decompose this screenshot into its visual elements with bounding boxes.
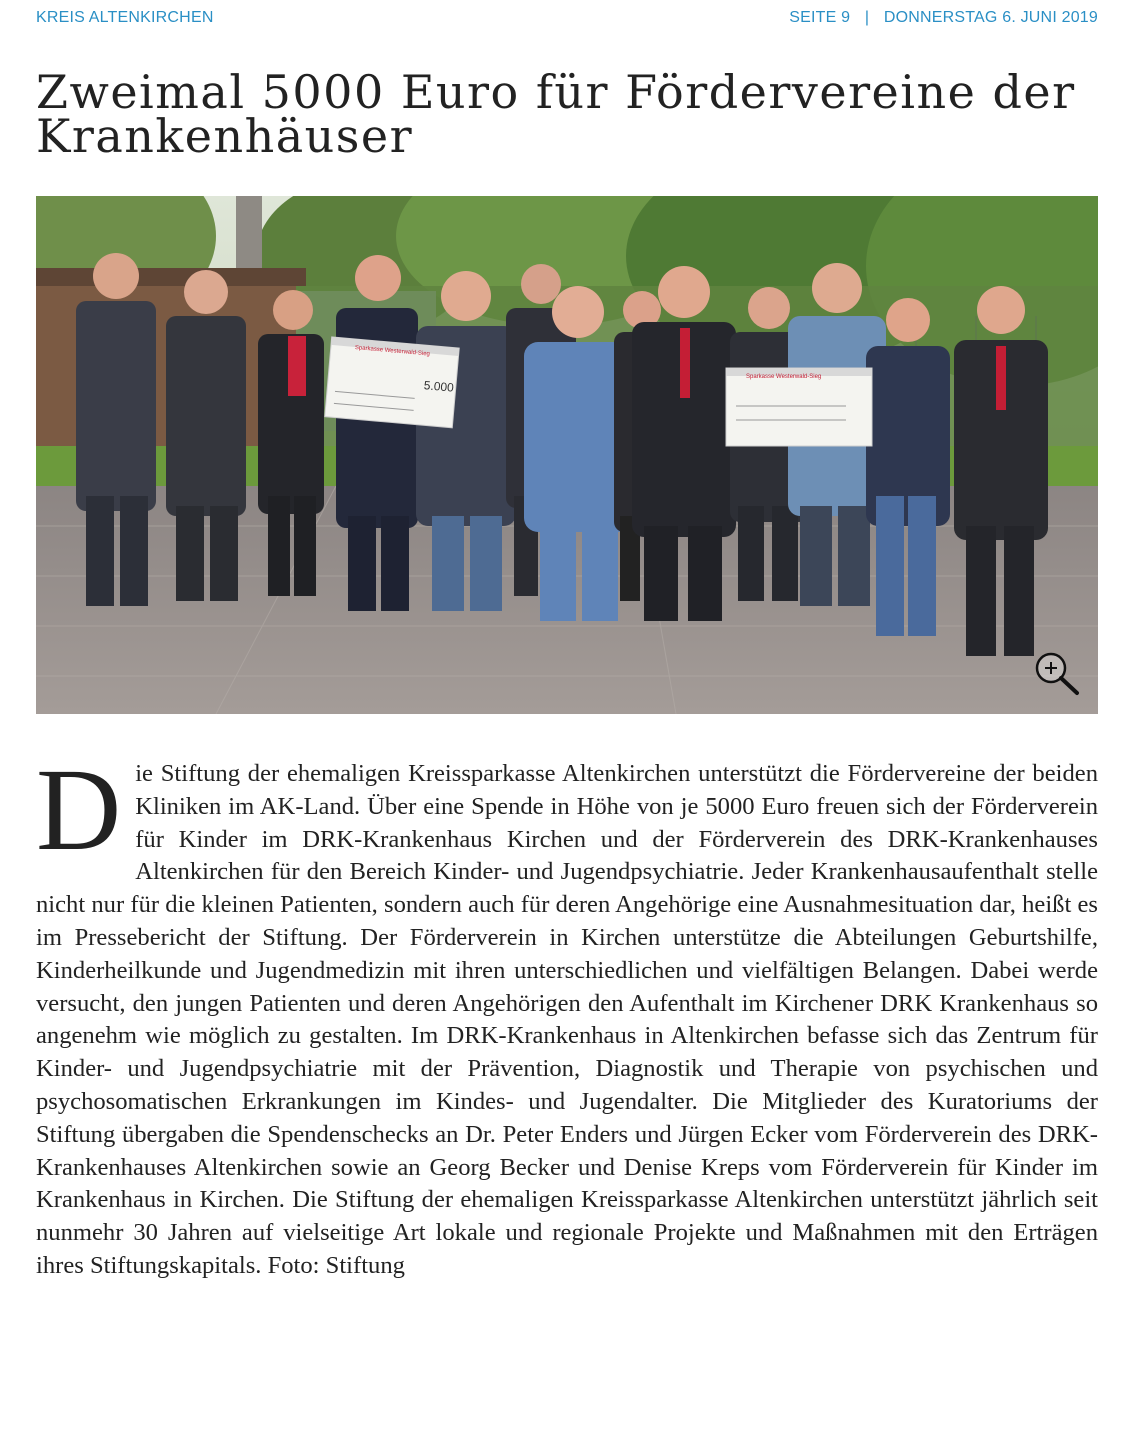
page-info [789,9,1098,27]
zoom-button[interactable] [1032,650,1082,696]
header-separator: | [864,9,870,26]
group-photo-illustration [36,196,1098,714]
page-number: SEITE 9 [789,9,851,26]
check-right [726,368,872,446]
publication-date: DONNERSTAG 6. JUNI 2019 [883,9,1098,26]
section-label[interactable]: KREIS ALTENKIRCHEN [36,9,214,26]
drop-cap: D [36,744,122,875]
check-right-bank: Sparkasse Westerwald-Sieg [746,374,822,380]
check-left-bank: Sparkasse Westerwald-Sieg [354,344,431,358]
article-photo[interactable] [36,196,1098,714]
article-headline: Zweimal 5000 Euro für Fördervereine der Krankenhäuser [36,65,1076,163]
page-header [36,9,1098,33]
zoom-in-icon [1032,650,1082,696]
check-left [325,337,459,428]
article-body-text: ie Stiftung der ehemaligen Kreissparkasse Altenkirchen unterstützt die Fördervereine der beiden Kliniken im AK-Land. Über eine Spende in Höhe von je 5000 Euro freuen sich der Förderverein für Kinder im DRK-Krankenhaus Kirchen und der Förderverein des DRK-Krankenhauses Altenkirchen für den Bereich Kinder- und Jugendpsychiatrie. Jeder Krankenhausaufenthalt stelle nicht nur für die kleinen Patienten, sondern auch für deren Angehörige eine Ausnahmesituation dar, heißt es im Pressebericht der Stiftung. Der Förderverein in Kirchen unterstütze die Abteilungen Geburtshilfe, Kinderheilkunde und Jugendmedizin mit ihren unterschiedlichen und vielfältigen Belangen. Dabei werde versucht, den jungen Patienten und deren Angehörigen den Aufenthalt im Kirchener DRK Krankenhaus so angenehm wie möglich zu gestalten. Im DRK-Krankenhaus in Altenkirchen befasse sich das Zentrum für Kinder- und Jugendpsychiatrie mit der Prävention, Diagnostik und Therapie von psychischen und psychosomatischen Erkrankungen im Kindes- und Jugendalter. Die Mitglieder des Kuratoriums der Stiftung übergaben die Spendenschecks an Dr. Peter Enders und Jürgen Ecker vom Förderverein des DRK-Krankenhauses Altenkirchen sowie an Georg Becker und Denise Kreps vom Förderverein für Kinder im Krankenhaus in Kirchen. Die Stiftung der ehemaligen Kreissparkasse Altenkirchen unterstützt jährlich seit nunmehr 30 Jahren auf vielseitige Art lokale und regionale Projekte und Maßnahmen mit den Erträgen ihres Stiftungskapitals. Foto: Stiftung [36,760,1098,1279]
check-left-amount: 5.000 [423,378,455,395]
article-body [36,744,1098,1283]
